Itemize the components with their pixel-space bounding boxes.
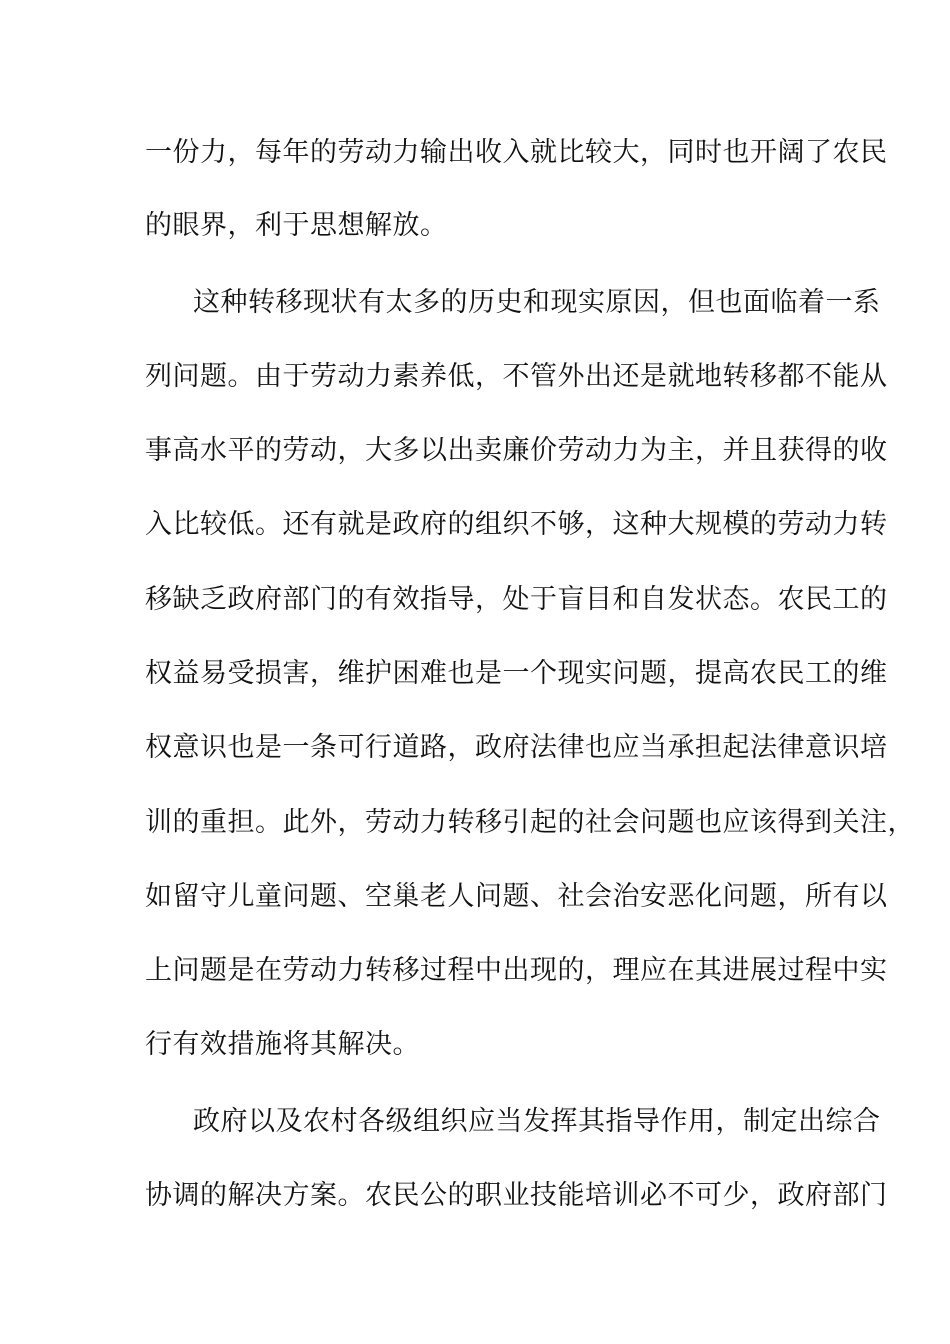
text-line: 上问题是在劳动力转移过程中出现的，理应在其进展过程中实 (145, 955, 888, 986)
text-line: 行有效措施将其解决。 (145, 1029, 420, 1060)
text-line: 权益易受损害，维护困难也是一个现实问题，提高农民工的维 (145, 658, 888, 689)
text-line: 事高水平的劳动，大多以出卖廉价劳动力为主，并且获得的收 (145, 435, 888, 466)
paragraph-first-line: 这种转移现状有太多的历史和现实原因，但也面临着一系 (193, 287, 881, 318)
paragraph-first-line: 政府以及农村各级组织应当发挥其指导作用，制定出综合 (193, 1106, 881, 1137)
text-line: 入比较低。还有就是政府的组织不够，这种大规模的劳动力转 (145, 509, 888, 540)
text-line: 权意识也是一条可行道路，政府法律也应当承担起法律意识培 (145, 732, 888, 763)
text-line: 如留守儿童问题、空巢老人问题、社会治安恶化问题，所有以 (145, 881, 888, 912)
text-line: 移缺乏政府部门的有效指导，处于盲目和自发状态。农民工的 (145, 584, 888, 615)
text-line: 一份力，每年的劳动力输出收入就比较大，同时也开阔了农民 (145, 137, 888, 168)
text-line: 协调的解决方案。农民公的职业技能培训必不可少，政府部门 (145, 1180, 888, 1211)
text-line: 列问题。由于劳动力素养低，不管外出还是就地转移都不能从 (145, 361, 888, 392)
text-line: 的眼界，利于思想解放。 (145, 210, 448, 241)
text-line: 训的重担。此外，劳动力转移引起的社会问题也应该得到关注， (145, 807, 915, 838)
